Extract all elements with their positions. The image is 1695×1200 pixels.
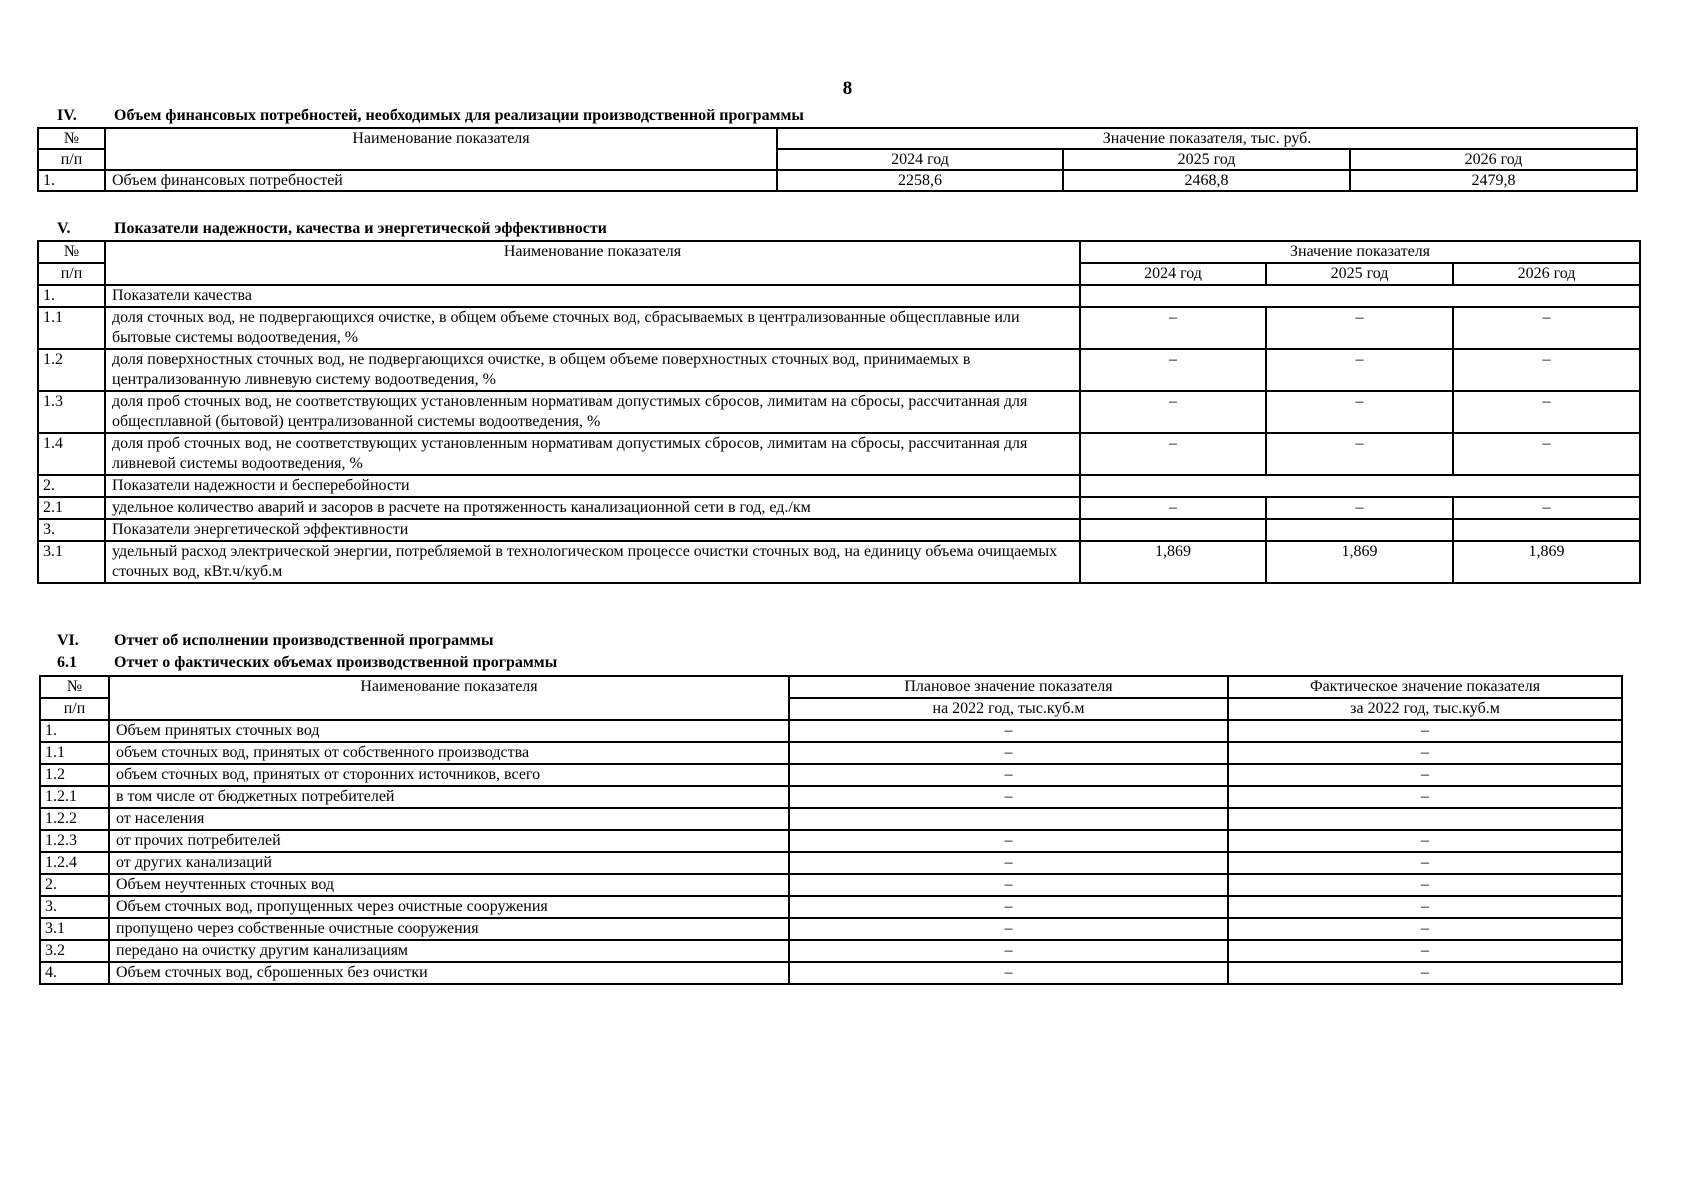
table-row	[38, 519, 1640, 541]
section-6-heading	[57, 632, 493, 650]
row-name: Показатели качества	[105, 285, 1080, 307]
header-year-2026: 2026 год	[1453, 263, 1640, 285]
row-value-2026: –	[1453, 433, 1640, 475]
header-year-2025: 2025 год	[1266, 263, 1453, 285]
section-5-title: Показатели надежности, качества и энергетической эффективности	[114, 220, 607, 237]
row-number: 1.4	[38, 433, 105, 475]
row-name: доля поверхностных сточных вод, не подвергающихся очистке, в общем объеме поверхностных сточных вод, принимаемых в централизованную ливневую систему водоотведения, %	[105, 349, 1080, 391]
row-plan: –	[789, 962, 1228, 984]
row-name: удельный расход электрической энергии, потребляемой в технологическом процессе очистки сточных вод, на единицу объема очищаемых сточных вод, кВт.ч/куб.м	[105, 541, 1080, 583]
table-row	[40, 742, 1622, 764]
reliability-quality-table	[37, 240, 1641, 584]
section-6-1-title: Отчет о фактических объемах производственной программы	[114, 654, 558, 671]
section-6-number: VI.	[57, 632, 79, 649]
table-row	[40, 786, 1622, 808]
row-name: Показатели надежности и бесперебойности	[105, 475, 1080, 497]
row-value-2026: –	[1453, 497, 1640, 519]
row-fact: –	[1228, 830, 1622, 852]
header-year-2025: 2025 год	[1063, 149, 1350, 170]
header-name: Наименование показателя	[105, 128, 777, 170]
row-value-2024: –	[1080, 433, 1266, 475]
row-number: 3.	[40, 896, 109, 918]
header-year-2026: 2026 год	[1350, 149, 1637, 170]
row-value-2024: 2258,6	[777, 170, 1063, 191]
row-name: объем сточных вод, принятых от собственного производства	[109, 742, 789, 764]
table-row	[38, 433, 1640, 475]
header-plan-line-1: Плановое значение показателя	[789, 676, 1228, 698]
row-name: пропущено через собственные очистные сооружения	[109, 918, 789, 940]
row-value-2025: –	[1266, 433, 1453, 475]
row-value-2024: –	[1080, 307, 1266, 349]
row-number: 1.3	[38, 391, 105, 433]
header-name: Наименование показателя	[105, 241, 1080, 285]
row-fact: –	[1228, 852, 1622, 874]
row-number: 4.	[40, 962, 109, 984]
row-plan: –	[789, 918, 1228, 940]
row-name: Объем принятых сточных вод	[109, 720, 789, 742]
table-row	[40, 808, 1622, 830]
table-row	[40, 852, 1622, 874]
row-fact: –	[1228, 742, 1622, 764]
row-number: 1.2.4	[40, 852, 109, 874]
row-name: доля сточных вод, не подвергающихся очистке, в общем объеме сточных вод, сбрасываемых в централизованные общесплавные или бытовые системы водоотведения, %	[105, 307, 1080, 349]
row-name: удельное количество аварий и засоров в расчете на протяженность канализационной сети в год, ед./км	[105, 497, 1080, 519]
row-value-2025: 2468,8	[1063, 170, 1350, 191]
section-4-number: IV.	[57, 107, 77, 124]
table-row	[40, 940, 1622, 962]
header-no: №	[38, 241, 105, 263]
row-name: от прочих потребителей	[109, 830, 789, 852]
row-value-2024	[1080, 519, 1266, 541]
row-plan: –	[789, 874, 1228, 896]
header-no: №	[40, 676, 109, 698]
table-row	[40, 896, 1622, 918]
row-value-2026	[1453, 519, 1640, 541]
row-value-2025: 1,869	[1266, 541, 1453, 583]
production-volumes-table	[39, 675, 1623, 985]
table-row	[40, 874, 1622, 896]
row-name: доля проб сточных вод, не соответствующих установленным нормативам допустимых сбросов, лимитам на сбросы, рассчитанная для ливневой системы водоотведения, %	[105, 433, 1080, 475]
row-value-2026: –	[1453, 307, 1640, 349]
row-number: 1.2.1	[40, 786, 109, 808]
row-value-2026: –	[1453, 391, 1640, 433]
row-name: в том числе от бюджетных потребителей	[109, 786, 789, 808]
row-name: объем сточных вод, принятых от сторонних источников, всего	[109, 764, 789, 786]
row-number: 1.2.3	[40, 830, 109, 852]
row-values-empty	[1080, 285, 1640, 307]
header-year-2024: 2024 год	[1080, 263, 1266, 285]
row-number: 2.	[38, 475, 105, 497]
row-name: Объем сточных вод, сброшенных без очистки	[109, 962, 789, 984]
row-value-2025	[1266, 519, 1453, 541]
table-row	[38, 541, 1640, 583]
row-number: 3.	[38, 519, 105, 541]
row-plan: –	[789, 830, 1228, 852]
row-value-2025: –	[1266, 307, 1453, 349]
table-row	[40, 962, 1622, 984]
header-pp: п/п	[38, 149, 105, 170]
row-number: 1.	[38, 170, 105, 191]
header-pp: п/п	[38, 263, 105, 285]
section-6-1-number: 6.1	[57, 654, 77, 671]
row-plan: –	[789, 852, 1228, 874]
row-value-2026: 1,869	[1453, 541, 1640, 583]
header-value: Значение показателя, тыс. руб.	[777, 128, 1637, 149]
table-row	[38, 307, 1640, 349]
table-row	[40, 720, 1622, 742]
table-row	[38, 170, 1637, 191]
row-plan	[789, 808, 1228, 830]
header-value: Значение показателя	[1080, 241, 1640, 263]
table-row	[38, 285, 1640, 307]
row-plan: –	[789, 764, 1228, 786]
row-number: 2.1	[38, 497, 105, 519]
row-name: Объем сточных вод, пропущенных через очистные сооружения	[109, 896, 789, 918]
row-fact: –	[1228, 918, 1622, 940]
row-values-empty	[1080, 475, 1640, 497]
row-value-2024: –	[1080, 391, 1266, 433]
row-name: от населения	[109, 808, 789, 830]
row-number: 3.2	[40, 940, 109, 962]
row-value-2024: –	[1080, 497, 1266, 519]
row-value-2025: –	[1266, 349, 1453, 391]
section-5-heading	[57, 220, 607, 238]
row-plan: –	[789, 940, 1228, 962]
row-value-2026: –	[1453, 349, 1640, 391]
section-6-title: Отчет об исполнении производственной программы	[114, 632, 494, 649]
table-row	[40, 764, 1622, 786]
table-row	[38, 475, 1640, 497]
header-name: Наименование показателя	[109, 676, 789, 720]
row-number: 3.1	[40, 918, 109, 940]
row-value-2024: –	[1080, 349, 1266, 391]
row-value-2025: –	[1266, 497, 1453, 519]
row-fact: –	[1228, 720, 1622, 742]
row-name: от других канализаций	[109, 852, 789, 874]
header-plan-line-2: на 2022 год, тыс.куб.м	[789, 698, 1228, 720]
section-4-title: Объем финансовых потребностей, необходимых для реализации производственной программы	[114, 107, 804, 124]
row-fact: –	[1228, 896, 1622, 918]
row-name: передано на очистку другим канализациям	[109, 940, 789, 962]
row-fact: –	[1228, 940, 1622, 962]
row-value-2025: –	[1266, 391, 1453, 433]
row-name: Показатели энергетической эффективности	[105, 519, 1080, 541]
header-no: №	[38, 128, 105, 149]
financial-needs-table	[37, 127, 1638, 192]
row-number: 1.2	[40, 764, 109, 786]
row-name: доля проб сточных вод, не соответствующих установленным нормативам допустимых сбросов, лимитам на сбросы, рассчитанная для общесплавной (бытовой) централизованной системы водоотведения, %	[105, 391, 1080, 433]
table-row	[38, 391, 1640, 433]
table-row	[38, 349, 1640, 391]
section-4-heading	[57, 107, 804, 125]
row-fact: –	[1228, 962, 1622, 984]
row-number: 1.	[38, 285, 105, 307]
header-year-2024: 2024 год	[777, 149, 1063, 170]
page-number: 8	[842, 78, 853, 99]
row-plan: –	[789, 742, 1228, 764]
row-name: Объем финансовых потребностей	[105, 170, 777, 191]
row-number: 1.	[40, 720, 109, 742]
row-number: 1.1	[38, 307, 105, 349]
row-name: Объем неучтенных сточных вод	[109, 874, 789, 896]
table-row	[40, 830, 1622, 852]
row-plan: –	[789, 786, 1228, 808]
header-fact-line-1: Фактическое значение показателя	[1228, 676, 1622, 698]
row-plan: –	[789, 720, 1228, 742]
table-row	[40, 918, 1622, 940]
row-value-2024: 1,869	[1080, 541, 1266, 583]
table-row	[38, 497, 1640, 519]
row-plan: –	[789, 896, 1228, 918]
row-number: 1.2.2	[40, 808, 109, 830]
row-fact	[1228, 808, 1622, 830]
row-fact: –	[1228, 874, 1622, 896]
row-fact: –	[1228, 764, 1622, 786]
row-value-2026: 2479,8	[1350, 170, 1637, 191]
row-number: 2.	[40, 874, 109, 896]
row-number: 3.1	[38, 541, 105, 583]
row-number: 1.2	[38, 349, 105, 391]
row-number: 1.1	[40, 742, 109, 764]
section-6-1-heading	[57, 654, 557, 672]
row-fact: –	[1228, 786, 1622, 808]
section-5-number: V.	[57, 220, 71, 237]
header-pp: п/п	[40, 698, 109, 720]
header-fact-line-2: за 2022 год, тыс.куб.м	[1228, 698, 1622, 720]
